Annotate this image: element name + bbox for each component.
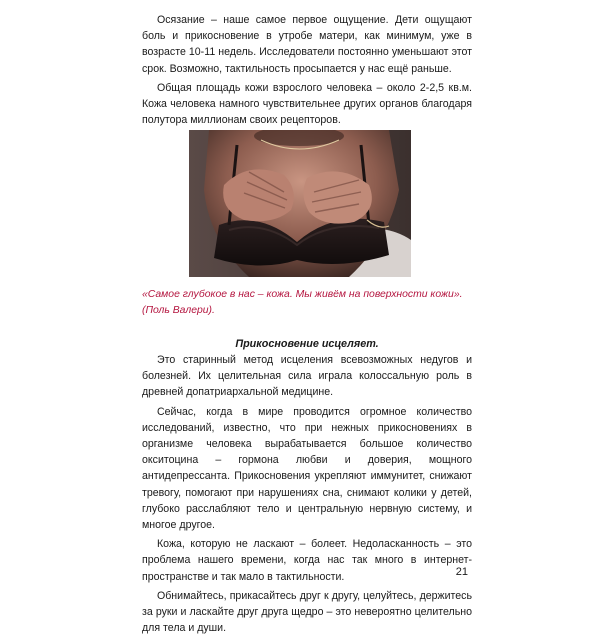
- photo-hands-on-chest: [189, 130, 411, 277]
- section-paragraph-3: Кожа, которую не ласкают – болеет. Недоласканность – это проблема нашего времени, когда нас так много в интернет-пространстве и так мало в тактильности.: [142, 538, 472, 583]
- quote-author: (Поль Валери).: [142, 304, 215, 316]
- intro-text: [142, 12, 472, 128]
- page-number: 21: [455, 566, 468, 578]
- section-text: [142, 352, 472, 636]
- section-paragraph-1: Это старинный метод исцеления всевозможных недугов и болезней. Их целительная сила играла колоссальную роль в древней допатриархальной медицине.: [142, 354, 472, 399]
- section-title: Прикосновение исцеляет.: [235, 338, 379, 350]
- intro-paragraph-1: Осязание – наше самое первое ощущение. Дети ощущают боль и прикосновение в утробе матери, как минимум, уже в возрасте 10-11 недель. Исследователи постоянно уменьшают этот срок. Возможно, тактильность просыпается у нас ещё раньше.: [142, 14, 472, 75]
- section-paragraph-4: Обнимайтесь, прикасайтесь друг к другу, целуйтесь, держитесь за руки и ласкайте друг друга щедро – это невероятно целительно для тела и души.: [142, 589, 472, 635]
- section-paragraph-2: Сейчас, когда в мире проводится огромное количество исследований, известно, что при нежных прикосновениях в организме человека вырабатывается большое количество окситоцина – гормона любви и доверия, мощного антидепрессанта. Прикосновения укрепляют иммунитет, снижают тревогу, помогают при нарушениях сна, снимают колики у детей, глубоко расслабляют тело и центральную нервную систему, и многое другое.: [142, 405, 472, 532]
- quote-text: «Самое глубокое в нас – кожа. Мы живём на поверхности кожи».: [142, 289, 463, 300]
- quote: [142, 287, 472, 318]
- intro-paragraph-2: Общая площадь кожи взрослого человека – около 2-2,5 кв.м. Кожа человека намного чувствительнее других органов благодаря полутора миллионам своих рецепторов.: [142, 81, 472, 127]
